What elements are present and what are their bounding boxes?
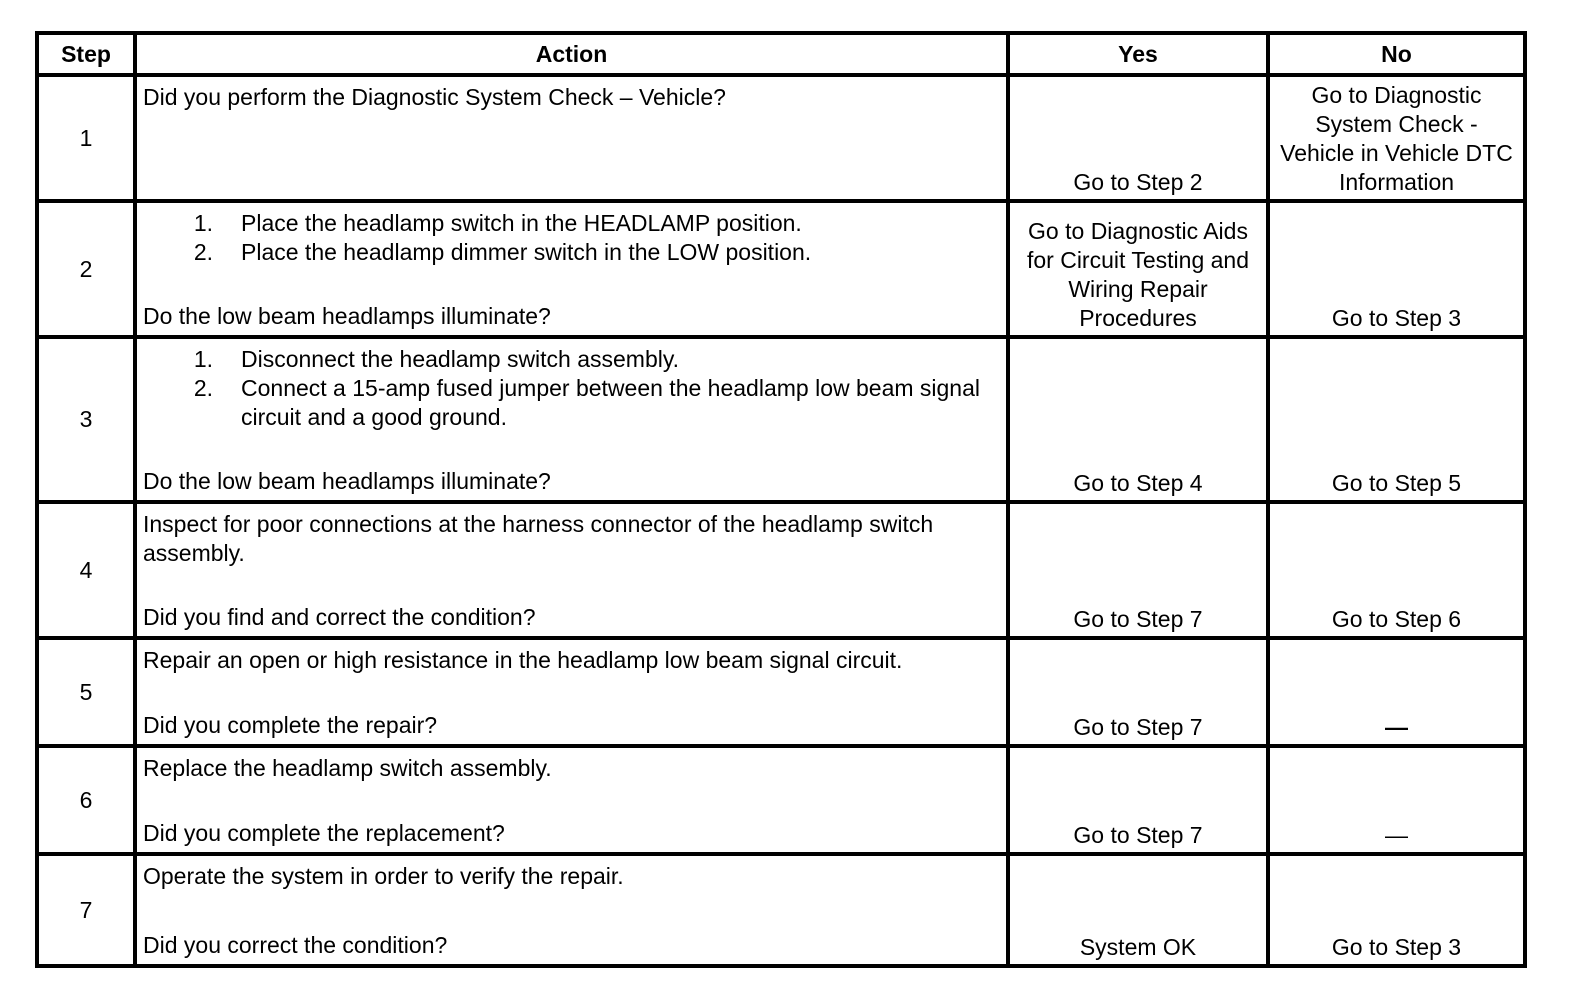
action-question: Do the low beam headlamps illuminate? bbox=[143, 303, 551, 329]
no-cell: Go to Step 6 bbox=[1268, 502, 1525, 638]
action-cell bbox=[135, 337, 1008, 502]
substep-item: 2. Place the headlamp dimmer switch in the LOW position. bbox=[193, 239, 812, 265]
yes-cell: System OK bbox=[1008, 854, 1268, 966]
table-row bbox=[37, 201, 1525, 337]
yes-cell: Go to Step 4 bbox=[1008, 337, 1268, 502]
header-action: Action bbox=[135, 33, 1008, 75]
substep-item: 1. Disconnect the headlamp switch assembly. bbox=[193, 346, 680, 372]
action-instruction: Inspect for poor connections at the harness connector of the headlamp switch assembly. bbox=[143, 511, 934, 566]
substep-item: 1. Place the headlamp switch in the HEADLAMP position. bbox=[193, 210, 802, 236]
header-row bbox=[37, 33, 1525, 75]
step-number: 5 bbox=[37, 638, 135, 746]
action-cell bbox=[135, 75, 1008, 201]
yes-cell: Go to Diagnostic Aids for Circuit Testing and Wiring Repair Procedures bbox=[1008, 201, 1268, 337]
no-cell: Go to Step 5 bbox=[1268, 337, 1525, 502]
step-number: 2 bbox=[37, 201, 135, 337]
action-question: Do the low beam headlamps illuminate? bbox=[143, 468, 551, 494]
no-cell: — bbox=[1268, 746, 1525, 854]
action-instruction: Repair an open or high resistance in the headlamp low beam signal circuit. bbox=[143, 647, 903, 673]
step-number: 4 bbox=[37, 502, 135, 638]
table-row bbox=[37, 638, 1525, 746]
table-row bbox=[37, 854, 1525, 966]
action-instruction: Replace the headlamp switch assembly. bbox=[143, 755, 552, 781]
action-cell bbox=[135, 201, 1008, 337]
yes-cell: Go to Step 7 bbox=[1008, 638, 1268, 746]
action-cell bbox=[135, 854, 1008, 966]
header-yes: Yes bbox=[1008, 33, 1268, 75]
substep-item: 2. Connect a 15-amp fused jumper between the headlamp low beam signal circuit and a good ground. bbox=[193, 375, 980, 430]
step-number: 6 bbox=[37, 746, 135, 854]
header-step: Step bbox=[37, 33, 135, 75]
table-row bbox=[37, 502, 1525, 638]
action-cell bbox=[135, 638, 1008, 746]
table-row bbox=[37, 75, 1525, 201]
action-question: Did you complete the repair? bbox=[143, 712, 438, 738]
header-no: No bbox=[1268, 33, 1525, 75]
diagnostic-table bbox=[35, 31, 1527, 968]
yes-cell: Go to Step 7 bbox=[1008, 746, 1268, 854]
yes-cell: Go to Step 7 bbox=[1008, 502, 1268, 638]
action-question: Did you find and correct the condition? bbox=[143, 604, 536, 630]
substep-list bbox=[143, 209, 1000, 267]
action-instruction: Operate the system in order to verify the repair. bbox=[143, 863, 624, 889]
action-question: Did you correct the condition? bbox=[143, 932, 448, 958]
action-question: Did you perform the Diagnostic System Check – Vehicle? bbox=[143, 84, 726, 110]
no-cell: Go to Diagnostic System Check - Vehicle in Vehicle DTC Information bbox=[1268, 75, 1525, 201]
no-cell: Go to Step 3 bbox=[1268, 201, 1525, 337]
no-cell: — bbox=[1268, 638, 1525, 746]
step-number: 3 bbox=[37, 337, 135, 502]
no-cell: Go to Step 3 bbox=[1268, 854, 1525, 966]
table-row bbox=[37, 337, 1525, 502]
substep-list bbox=[143, 345, 1000, 432]
action-cell bbox=[135, 746, 1008, 854]
yes-cell: Go to Step 2 bbox=[1008, 75, 1268, 201]
table-row bbox=[37, 746, 1525, 854]
action-question: Did you complete the replacement? bbox=[143, 820, 505, 846]
action-cell bbox=[135, 502, 1008, 638]
step-number: 1 bbox=[37, 75, 135, 201]
step-number: 7 bbox=[37, 854, 135, 966]
